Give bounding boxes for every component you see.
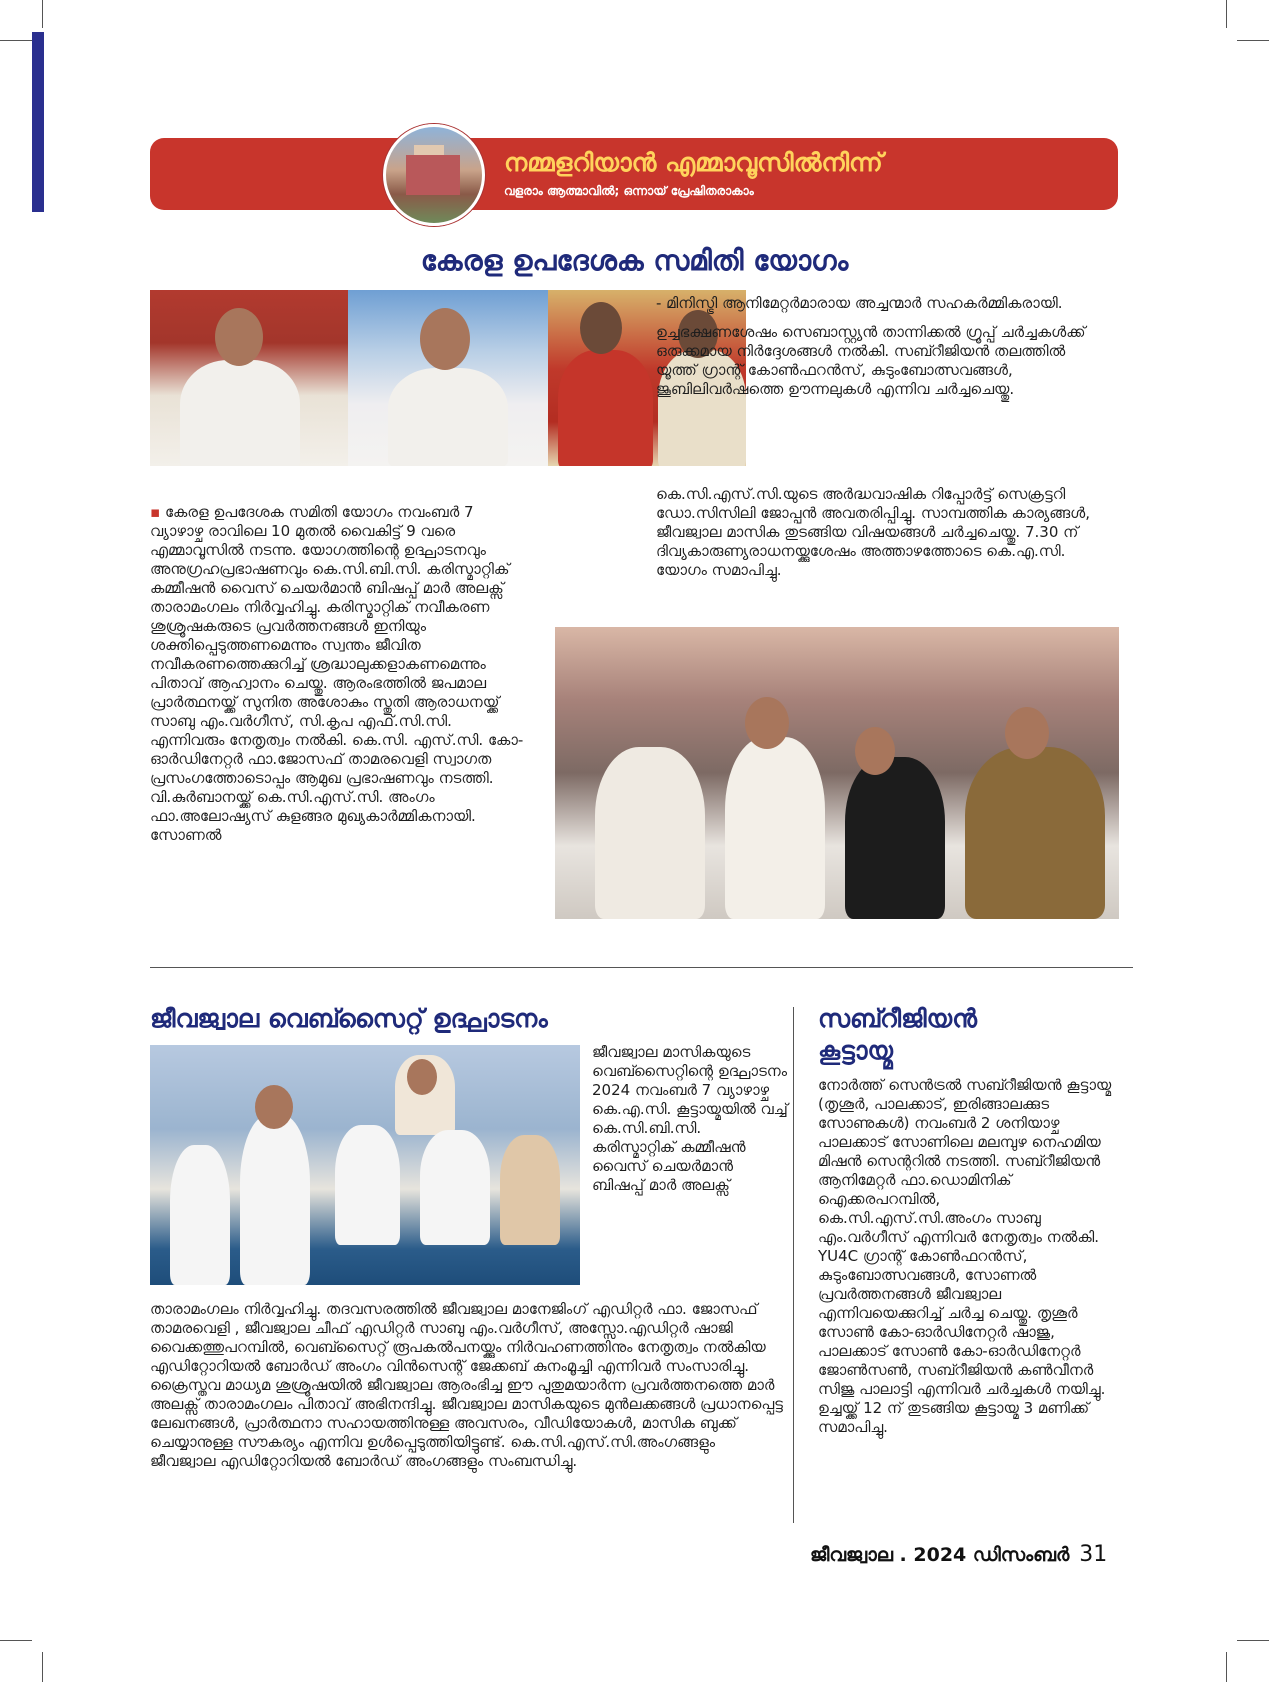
banner-photo (383, 124, 485, 226)
bullet-icon: ▪ (150, 503, 165, 521)
article-body-subregion (818, 1076, 1118, 1437)
photo-congregation (555, 627, 1119, 919)
article-body (150, 1300, 785, 1471)
article-text: ജീവജ്വാല മാസികയുടെ വെബ്സൈറ്റിന്റെ ഉദ്ഘാടനം 2024 നവംബർ 7 വ്യാഴാഴ്ച കെ.എ.സി. കൂട്ടായ്മയിൽ വച്ച് കെ.സി.ബി.സി. കരിസ്മാറ്റിക് കമ്മീഷൻ വൈസ് ചെയർമാൻ ബിഷപ്പ് മാർ അലക്സ് (592, 1043, 788, 1194)
banner-title: നമ്മളറിയാൻ എമ്മാവൂസിൽനിന്ന് (504, 148, 883, 177)
page-footer (810, 1542, 1107, 1567)
banner-subtitle: വളരാം ആത്മാവിൽ; ഒന്നായ് പ്രേഷിതരാകാം (504, 184, 754, 198)
crop-mark (0, 1640, 32, 1641)
magazine-issue: ജീവജ്വാല . 2024 ഡിസംബർ (810, 1544, 1070, 1566)
crop-mark (1237, 40, 1269, 41)
crop-mark (1226, 0, 1227, 28)
article-text: നോർത്ത് സെൻട്രൽ സബ്റീജിയൻ കൂട്ടായ്മ (തൃശൂർ, പാലക്കാട്, ഇരിങ്ങാലക്കുട സോണുകൾ) നവംബർ 2 ശനിയാഴ്ച പാലക്കാട് സോണിലെ മലമ്പുഴ നെഹമിയ മിഷൻ സെന്ററിൽ നടത്തി. സബ്റീജിയൻ ആനിമേറ്റർ ഫാ.ഡൊമിനിക് ഐക്കരപറമ്പിൽ, കെ.സി.എസ്.സി.അംഗം സാബു എം.വർഗീസ് എന്നിവർ നേതൃത്വം നൽകി. YU4C ഗ്രാന്റ് കോൺഫറൻസ്, കുടുംബോത്സവങ്ങൾ, സോണൽ പ്രവർത്തനങ്ങൾ ജീവജ്വാല എന്നിവയെക്കുറിച്ച് ചർച്ച ചെയ്തു. തൃശൂർ സോൺ കോ-ഓർഡിനേറ്റർ ഷാജു, പാലക്കാട് സോൺ കോ-ഓർഡിനേറ്റർ ജോൺസൺ, സബ്റീജിയൻ കൺവീനർ സിജു പാലാട്ടി എന്നിവർ ചർച്ചകൾ നയിച്ചു. ഉച്ചയ്ക്ക് 12 ന് തുടങ്ങിയ കൂട്ടായ്മ 3 മണിക്ക് സമാപിച്ചു. (818, 1076, 1112, 1436)
column-divider (793, 1007, 794, 1523)
article-paragraph: - മിനിസ്ട്രി ആനിമേറ്റർമാരായ അച്ചന്മാർ സഹകർമ്മികരായി. (656, 294, 1063, 312)
article-headline-website: ജീവജ്വാല വെബ്സൈറ്റ് ഉദ്ഘാടനം (150, 1004, 548, 1033)
article-paragraph: ഉച്ചഭക്ഷണശേഷം സെബാസ്റ്റ്യൻ താന്നിക്കൽ ഗ്രൂപ്പ് ചർച്ചകൾക്ക് ഒരുക്കമായ നിർദ്ദേശങ്ങൾ നൽകി. സബ്റീജിയൻ തലത്തിൽ യൂത്ത് ഗ്രാന്റ് കോൺഫറൻസ്, കുടുംബോത്സവങ്ങൾ, ജൂബിലിവർഷത്തെ ഊന്നലുകൾ എന്നിവ ചർച്ചചെയ്തു. (656, 323, 1086, 398)
page-number: 31 (1079, 1542, 1108, 1567)
article-column-2 (656, 294, 1092, 409)
crop-mark (1237, 1640, 1269, 1641)
photo-speaker-2 (348, 290, 548, 466)
article-text: താരാമംഗലം നിർവ്വഹിച്ചു. തദവസരത്തിൽ ജീവജ്വാല മാനേജിംഗ് എഡിറ്റർ ഫാ. ജോസഫ് താമരവെളി , ജീവജ്വാല ചീഫ് എഡിറ്റർ സാബു എം.വർഗീസ്, അസ്സോ.എഡിറ്റർ ഷാജി വൈക്കത്തുപറമ്പിൽ, വെബ്സൈറ്റ് രൂപകൽപനയ്ക്കും നിർവഹണത്തിനും നേതൃത്വം നൽകിയ എഡിറ്റോറിയൽ ബോർഡ് അംഗം വിൻസെന്റ് ജേക്കബ് കുനംമൂച്ചി എന്നിവർ സംസാരിച്ചു. ക്രൈസ്തവ മാധ്യമ ശുശ്രൂഷയിൽ ജീവജ്വാല ആരംഭിച്ച ഈ പുതുമയാർന്ന പ്രവർത്തനത്തെ മാർ അലക്സ് താരാമംഗലം പിതാവ് അഭിനന്ദിച്ചു. ജീവജ്വാല മാസികയുടെ മുൻലക്കങ്ങൾ പ്രധാനപ്പെട്ട ലേഖനങ്ങൾ, പ്രാർത്ഥനാ സഹായത്തിനുള്ള അവസരം, വീഡിയോകൾ, മാസിക ബുക്ക് ചെയ്യാനുള്ള സൗകര്യം എന്നിവ ഉൾപ്പെടുത്തിയിട്ടുണ്ട്. കെ.സി.എസ്.സി.അംഗങ്ങളും ജീവജ്വാല എഡിറ്റോറിയൽ ബോർഡ് അംഗങ്ങളും സംബന്ധിച്ചു. (150, 1300, 783, 1470)
crop-mark (0, 40, 32, 41)
article-headline: കേരള ഉപദേശക സമിതി യോഗം (420, 244, 849, 277)
crop-mark (42, 0, 43, 28)
crop-mark (42, 1652, 43, 1682)
photo-speaker-1 (150, 290, 348, 466)
article-headline-subregion (818, 1003, 1118, 1067)
section-divider (150, 967, 1133, 968)
photo-website-launch (150, 1045, 580, 1285)
article-side-column (592, 1043, 788, 1195)
article-column-2b (656, 485, 1092, 590)
article-text: കേരള ഉപദേശക സമിതി യോഗം നവംബർ 7 വ്യാഴാഴ്ച രാവിലെ 10 മുതൽ വൈകിട്ട് 9 വരെ എമ്മാവൂസിൽ നടന്നു. യോഗത്തിന്റെ ഉദ്ഘാടനവും അനുഗ്രഹപ്രഭാഷണവും കെ.സി.ബി.സി. കരിസ്മാറ്റിക് കമ്മീഷൻ വൈസ് ചെയർമാൻ ബിഷപ്പ് മാർ അലക്സ് താരാമംഗലം നിർവ്വഹിച്ചു. കരിസ്മാറ്റിക് നവീകരണ ശുശ്രൂഷകരുടെ പ്രവർത്തനങ്ങൾ ഇനിയും ശക്തിപ്പെടുത്തണമെന്നും സ്വന്തം ജീവിത നവീകരണത്തെക്കുറിച്ച് ശ്രദ്ധാലുക്കളാകണമെന്നും പിതാവ് ആഹ്വാനം ചെയ്തു. ആരംഭത്തിൽ ജപമാല പ്രാർത്ഥനയ്ക്ക് സുനിത അശോകും സ്തുതി ആരാധനയ്ക്ക് സാബു എം.വർഗീസ്, സി.കൃപ എഫ്.സി.സി. എന്നിവരും നേതൃത്വം നൽകി. കെ.സി. എസ്.സി. കോ-ഓർഡിനേറ്റർ ഫാ.ജോസഫ് താമരവെളി സ്വാഗത പ്രസംഗത്തോടൊപ്പം ആമുഖ പ്രഭാഷണവും നടത്തി. വി.കുർബാനയ്ക്ക് കെ.സി.എസ്.സി. അംഗം ഫാ.അലോഷ്യസ് കുളങ്ങര മുഖ്യകാർമ്മികനായി. സോണൽ (150, 503, 524, 844)
crop-mark (1226, 1652, 1227, 1682)
headline-line: സബ്റീജിയൻ (818, 1004, 977, 1033)
article-paragraph: കെ.സി.എസ്.സി.യുടെ അർദ്ധവാഷിക റിപ്പോർട്ട് സെക്രട്ടറി ഡോ.സിസിലി ജോപ്പൻ അവതരിപ്പിച്ചു. സാമ്പത്തിക കാര്യങ്ങൾ, ജീവജ്വാല മാസിക തുടങ്ങിയ വിഷയങ്ങൾ ചർച്ചചെയ്തു. 7.30 ന് ദിവ്യകാരുണ്യരാധനയ്ക്കുശേഷം അത്താഴത്തോടെ കെ.എ.സി. യോഗം സമാപിച്ചു. (656, 485, 1090, 579)
edge-color-bar (32, 32, 44, 212)
article-column-1 (150, 503, 525, 845)
headline-line: കൂട്ടായ്മ (818, 1036, 893, 1065)
